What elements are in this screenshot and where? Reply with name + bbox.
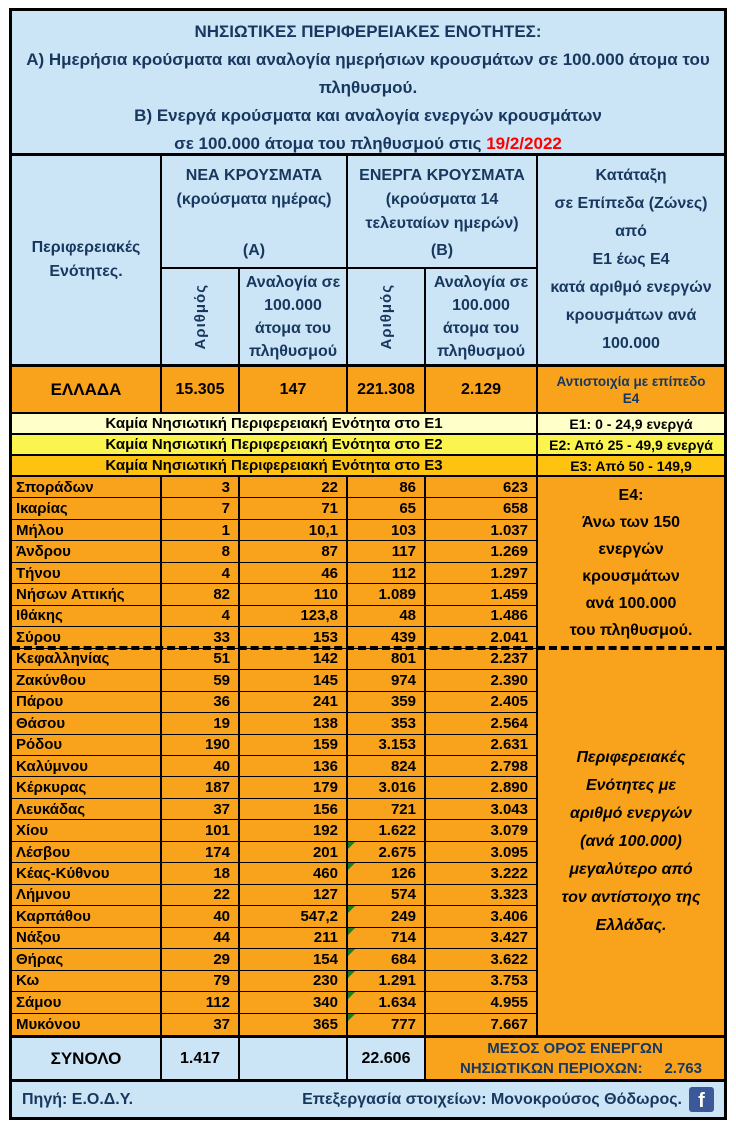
greece-zone-line2: Ε4 xyxy=(622,390,640,406)
region-name: Μυκόνου xyxy=(12,1014,162,1035)
new-cases-number: 29 xyxy=(162,949,240,970)
zone-row-e3 xyxy=(12,456,724,477)
rotated-number-label: Αριθμός xyxy=(377,283,395,350)
mean-label-line2: ΝΗΣΙΩΤΙΚΩΝ ΠΕΡΙΟΧΩΝ: xyxy=(460,1059,643,1077)
active-cases-ratio: 2.390 xyxy=(426,670,538,691)
new-cases-ratio: 460 xyxy=(240,863,348,884)
footer xyxy=(12,1079,724,1117)
new-cases-number: 44 xyxy=(162,928,240,949)
facebook-f-glyph: f xyxy=(698,1090,705,1112)
active-cases-number: 1.291 xyxy=(348,971,426,992)
ratio-line: πληθυσμού xyxy=(436,342,526,360)
title-line-2: Α) Ημερήσια κρούσματα και αναλογία ημερήσιων κρουσμάτων σε 100.000 άτομα του πληθυσμού. xyxy=(26,50,710,97)
active-cases-number: 117 xyxy=(348,541,426,562)
zone-e2-message: Καμία Νησιωτική Περιφερειακή Ενότητα στο Ε2 xyxy=(12,435,538,454)
header-new-cases-title xyxy=(162,156,346,269)
active-cases-ratio: 3.427 xyxy=(426,928,538,949)
new-cases-ratio: 153 xyxy=(240,627,348,648)
highlight-note-line: μεγαλύτερο από xyxy=(569,860,693,878)
new-cases-number: 82 xyxy=(162,584,240,605)
header-active-ratio xyxy=(426,269,536,364)
region-name: Πάρου xyxy=(12,692,162,713)
active-cases-number: 1.622 xyxy=(348,820,426,841)
new-cases-ratio: 340 xyxy=(240,992,348,1013)
active-cases-number: 801 xyxy=(348,649,426,670)
region-name: Καρπάθου xyxy=(12,906,162,927)
region-name: Θάσου xyxy=(12,713,162,734)
active-cases-ratio: 2.798 xyxy=(426,756,538,777)
zone-e2-range: Ε2: Από 25 - 49,9 ενεργά xyxy=(549,436,713,453)
header-new-ratio xyxy=(240,269,346,364)
zone-header-line: Κατάταξη xyxy=(595,167,667,184)
greece-active-ratio: 2.129 xyxy=(426,367,538,412)
zone-header-line: 100.000 xyxy=(602,335,660,352)
new-cases-ratio: 154 xyxy=(240,949,348,970)
total-row xyxy=(12,1035,724,1079)
active-cases-number: 2.675 xyxy=(348,842,426,863)
region-name: Λέσβου xyxy=(12,842,162,863)
active-cases-number: 1.634 xyxy=(348,992,426,1013)
greece-zone-line1: Αντιστοιχία με επίπεδο xyxy=(556,373,706,389)
ratio-line: Αναλογία σε xyxy=(245,273,341,291)
active-cases-number: 824 xyxy=(348,756,426,777)
ratio-line: Αναλογία σε xyxy=(433,273,529,291)
highlight-note-line: Ενότητες με xyxy=(585,776,677,794)
active-cases-ratio: 623 xyxy=(426,477,538,498)
new-cases-number: 112 xyxy=(162,992,240,1013)
new-cases-ratio: 230 xyxy=(240,971,348,992)
region-name: Ιθάκης xyxy=(12,606,162,627)
rotated-number-label: Αριθμός xyxy=(191,283,209,350)
greece-new-ratio: 147 xyxy=(240,367,348,412)
active-cases-number: 86 xyxy=(348,477,426,498)
zone-e3-range: Ε3: Από 50 - 149,9 xyxy=(570,457,692,474)
region-name: Σάμου xyxy=(12,992,162,1013)
active-cases-number: 48 xyxy=(348,606,426,627)
region-name: Σποράδων xyxy=(12,477,162,498)
region-name: Μήλου xyxy=(12,520,162,541)
e4-note-line: κρουσμάτων xyxy=(582,567,680,585)
ratio-line: πληθυσμού xyxy=(248,342,338,360)
active-cases-ratio: 658 xyxy=(426,498,538,519)
new-cases-ratio: 123,8 xyxy=(240,606,348,627)
zone-header-line: σε Επίπεδα (Ζώνες) xyxy=(554,195,708,212)
data-area xyxy=(12,477,724,1035)
active-cases-number: 126 xyxy=(348,863,426,884)
ratio-line: 100.000 xyxy=(452,296,510,314)
region-name: Νάξου xyxy=(12,928,162,949)
header-new-number xyxy=(162,269,240,364)
active-cases-ratio: 2.631 xyxy=(426,735,538,756)
header-active-cases-title xyxy=(348,156,536,269)
above-greece-note xyxy=(538,649,724,1035)
active-cases-ratio: 1.269 xyxy=(426,541,538,562)
active-cases-number: 439 xyxy=(348,627,426,648)
ratio-line: άτομα του xyxy=(442,319,520,337)
active-cases-number: 714 xyxy=(348,928,426,949)
header-regions xyxy=(12,156,162,364)
new-cases-number: 22 xyxy=(162,885,240,906)
total-active-cases: 22.606 xyxy=(348,1038,426,1079)
active-cases-ratio: 1.297 xyxy=(426,563,538,584)
new-cases-ratio: 46 xyxy=(240,563,348,584)
e4-note-line: ενεργών xyxy=(598,540,664,558)
active-cases-number: 574 xyxy=(348,885,426,906)
zone-row-e2 xyxy=(12,435,724,456)
region-name: Τήνου xyxy=(12,563,162,584)
new-cases-number: 19 xyxy=(162,713,240,734)
header-regions-line1: Περιφερειακές xyxy=(31,239,141,256)
title-line-1: ΝΗΣΙΩΤΙΚΕΣ ΠΕΡΙΦΕΡΕΙΑΚΕΣ ΕΝΟΤΗΤΕΣ: xyxy=(194,22,542,41)
new-cases-number: 33 xyxy=(162,627,240,648)
greece-name: ΕΛΛΑΔΑ xyxy=(12,367,162,412)
zone-row-e1 xyxy=(12,414,724,435)
new-cases-ratio: 10,1 xyxy=(240,520,348,541)
highlight-note-line: τον αντίστοιχο της xyxy=(561,888,701,906)
new-cases-ratio: 201 xyxy=(240,842,348,863)
active-cases-number: 3.153 xyxy=(348,735,426,756)
active-cases-number: 353 xyxy=(348,713,426,734)
new-cases-ratio: 145 xyxy=(240,670,348,691)
new-cases-ratio: 71 xyxy=(240,498,348,519)
region-name: Ρόδου xyxy=(12,735,162,756)
new-cases-number: 174 xyxy=(162,842,240,863)
new-cases-ratio: 110 xyxy=(240,584,348,605)
new-cases-number: 7 xyxy=(162,498,240,519)
active-cases-ratio: 1.037 xyxy=(426,520,538,541)
highlight-note-line: Περιφερειακές xyxy=(576,748,686,766)
new-cases-ratio: 136 xyxy=(240,756,348,777)
new-cases-ratio: 142 xyxy=(240,649,348,670)
title-block xyxy=(12,11,724,156)
region-name: Κέας-Κύθνου xyxy=(12,863,162,884)
title-line-4-text: σε 100.000 άτομα του πληθυσμού στις xyxy=(174,134,482,153)
e4-note-line: Άνω των 150 xyxy=(581,513,681,531)
active-cases-number: 3.016 xyxy=(348,777,426,798)
new-cases-number: 59 xyxy=(162,670,240,691)
mean-value: 2.763 xyxy=(664,1059,702,1077)
new-cases-ratio: 156 xyxy=(240,799,348,820)
zone-e1-message: Καμία Νησιωτική Περιφερειακή Ενότητα στο Ε1 xyxy=(12,414,538,433)
total-new-ratio-empty xyxy=(240,1038,348,1079)
region-name: Νήσων Αττικής xyxy=(12,584,162,605)
active-cases-ratio: 1.459 xyxy=(426,584,538,605)
active-cases-ratio: 7.667 xyxy=(426,1014,538,1035)
new-cases-number: 36 xyxy=(162,692,240,713)
zone-e1-range: Ε1: 0 - 24,9 ενεργά xyxy=(569,415,693,432)
header-group-active-cases xyxy=(348,156,538,364)
islands-covid-table xyxy=(9,8,727,1120)
highlight-note-line: (ανά 100.000) xyxy=(580,832,682,850)
region-name: Ικαρίας xyxy=(12,498,162,519)
new-cases-ratio: 241 xyxy=(240,692,348,713)
greece-summary-row xyxy=(12,367,724,414)
total-label: ΣΥΝΟΛΟ xyxy=(12,1038,162,1079)
active-cases-number: 684 xyxy=(348,949,426,970)
region-name: Θήρας xyxy=(12,949,162,970)
active-cases-number: 721 xyxy=(348,799,426,820)
active-cases-ratio: 3.753 xyxy=(426,971,538,992)
new-cases-number: 1 xyxy=(162,520,240,541)
new-cases-ratio: 138 xyxy=(240,713,348,734)
active-cases-ratio: 4.955 xyxy=(426,992,538,1013)
credit-label: Επεξεργασία στοιχείων: Μονοκρούσος Θόδωρος. xyxy=(302,1090,682,1108)
region-name: Σύρου xyxy=(12,627,162,648)
new-cases-line1: ΝΕΑ ΚΡΟΥΣΜΑΤΑ xyxy=(185,167,323,184)
region-name: Λήμνου xyxy=(12,885,162,906)
total-new-cases: 1.417 xyxy=(162,1038,240,1079)
header-regions-line2: Ενότητες. xyxy=(49,263,123,280)
ratio-line: άτομα του xyxy=(254,319,332,337)
new-cases-number: 37 xyxy=(162,1014,240,1035)
new-cases-number: 4 xyxy=(162,563,240,584)
new-cases-ratio: 547,2 xyxy=(240,906,348,927)
region-name: Λευκάδας xyxy=(12,799,162,820)
title-line-3: Β) Ενεργά κρούσματα και αναλογία ενεργών κρουσμάτων xyxy=(134,106,602,125)
zone-header-line: από xyxy=(615,223,647,240)
new-cases-ratio: 179 xyxy=(240,777,348,798)
active-cases-ratio: 3.043 xyxy=(426,799,538,820)
active-cases-ratio: 3.323 xyxy=(426,885,538,906)
new-cases-number: 37 xyxy=(162,799,240,820)
facebook-icon[interactable] xyxy=(689,1087,714,1112)
active-cases-ratio: 1.486 xyxy=(426,606,538,627)
e4-note-line: ανά 100.000 xyxy=(585,594,677,612)
active-cases-number: 249 xyxy=(348,906,426,927)
new-cases-line2: (κρούσματα ημέρας) xyxy=(176,191,332,208)
region-name: Ζακύνθου xyxy=(12,670,162,691)
active-cases-ratio: 3.622 xyxy=(426,949,538,970)
e4-note-line: του πληθυσμού. xyxy=(569,621,693,639)
header-group-new-cases xyxy=(162,156,348,364)
region-rows xyxy=(12,477,538,1035)
active-cases-number: 1.089 xyxy=(348,584,426,605)
active-cases-ratio: 3.095 xyxy=(426,842,538,863)
e4-note-line: Ε4: xyxy=(618,486,644,504)
active-cases-line2: (κρούσματα 14 xyxy=(385,191,499,208)
greece-zone-level xyxy=(538,367,724,412)
active-cases-ratio: 3.079 xyxy=(426,820,538,841)
active-cases-number: 112 xyxy=(348,563,426,584)
greece-new-cases: 15.305 xyxy=(162,367,240,412)
active-cases-ratio: 2.564 xyxy=(426,713,538,734)
column-header-row xyxy=(12,156,724,367)
region-name: Κω xyxy=(12,971,162,992)
greece-active-cases: 221.308 xyxy=(348,367,426,412)
zone-header-line: κατά αριθμό ενεργών xyxy=(550,279,712,296)
zone-header-line: Ε1 έως Ε4 xyxy=(592,251,670,268)
active-cases-ratio: 2.890 xyxy=(426,777,538,798)
zone-header-line: κρουσμάτων ανά xyxy=(565,307,697,324)
new-cases-tag: (Α) xyxy=(242,242,266,259)
active-cases-number: 777 xyxy=(348,1014,426,1035)
new-cases-number: 40 xyxy=(162,906,240,927)
zone-e4-definition xyxy=(538,477,724,649)
active-cases-ratio: 3.222 xyxy=(426,863,538,884)
ratio-line: 100.000 xyxy=(264,296,322,314)
new-cases-ratio: 192 xyxy=(240,820,348,841)
new-cases-ratio: 365 xyxy=(240,1014,348,1035)
new-cases-number: 79 xyxy=(162,971,240,992)
active-cases-tag: (Β) xyxy=(430,242,454,259)
active-cases-number: 359 xyxy=(348,692,426,713)
new-cases-ratio: 159 xyxy=(240,735,348,756)
active-cases-line1: ΕΝΕΡΓΑ ΚΡΟΥΣΜΑΤΑ xyxy=(359,167,525,184)
header-zone-ranking xyxy=(538,156,724,364)
new-cases-ratio: 127 xyxy=(240,885,348,906)
new-cases-number: 18 xyxy=(162,863,240,884)
active-cases-ratio: 2.405 xyxy=(426,692,538,713)
active-cases-line3: τελευταίων ημερών) xyxy=(365,215,519,232)
region-name: Άνδρου xyxy=(12,541,162,562)
active-cases-number: 65 xyxy=(348,498,426,519)
region-name: Χίου xyxy=(12,820,162,841)
new-cases-ratio: 22 xyxy=(240,477,348,498)
new-cases-number: 8 xyxy=(162,541,240,562)
new-cases-number: 51 xyxy=(162,649,240,670)
active-cases-number: 974 xyxy=(348,670,426,691)
region-name: Κέρκυρας xyxy=(12,777,162,798)
active-cases-number: 103 xyxy=(348,520,426,541)
mean-active-islands xyxy=(426,1038,724,1079)
region-name: Καλύμνου xyxy=(12,756,162,777)
region-name: Κεφαλληνίας xyxy=(12,649,162,670)
header-active-number xyxy=(348,269,426,364)
mean-label-line1: ΜΕΣΟΣ ΟΡΟΣ ΕΝΕΡΓΩΝ xyxy=(487,1039,663,1057)
new-cases-ratio: 211 xyxy=(240,928,348,949)
zone-e3-message: Καμία Νησιωτική Περιφερειακή Ενότητα στο Ε3 xyxy=(12,456,538,475)
new-cases-number: 187 xyxy=(162,777,240,798)
active-cases-ratio: 2.237 xyxy=(426,649,538,670)
report-date: 19/2/2022 xyxy=(486,134,562,153)
new-cases-number: 4 xyxy=(162,606,240,627)
highlight-note-line: Ελλάδας. xyxy=(595,916,667,934)
active-cases-ratio: 3.406 xyxy=(426,906,538,927)
new-cases-number: 3 xyxy=(162,477,240,498)
title-line-4 xyxy=(12,130,724,158)
new-cases-ratio: 87 xyxy=(240,541,348,562)
active-cases-ratio: 2.041 xyxy=(426,627,538,648)
source-label: Πηγή: Ε.Ο.Δ.Υ. xyxy=(22,1090,134,1108)
zone-e4-column xyxy=(538,477,724,1035)
new-cases-number: 101 xyxy=(162,820,240,841)
new-cases-number: 190 xyxy=(162,735,240,756)
highlight-note-line: αριθμό ενεργών xyxy=(570,804,692,822)
new-cases-number: 40 xyxy=(162,756,240,777)
